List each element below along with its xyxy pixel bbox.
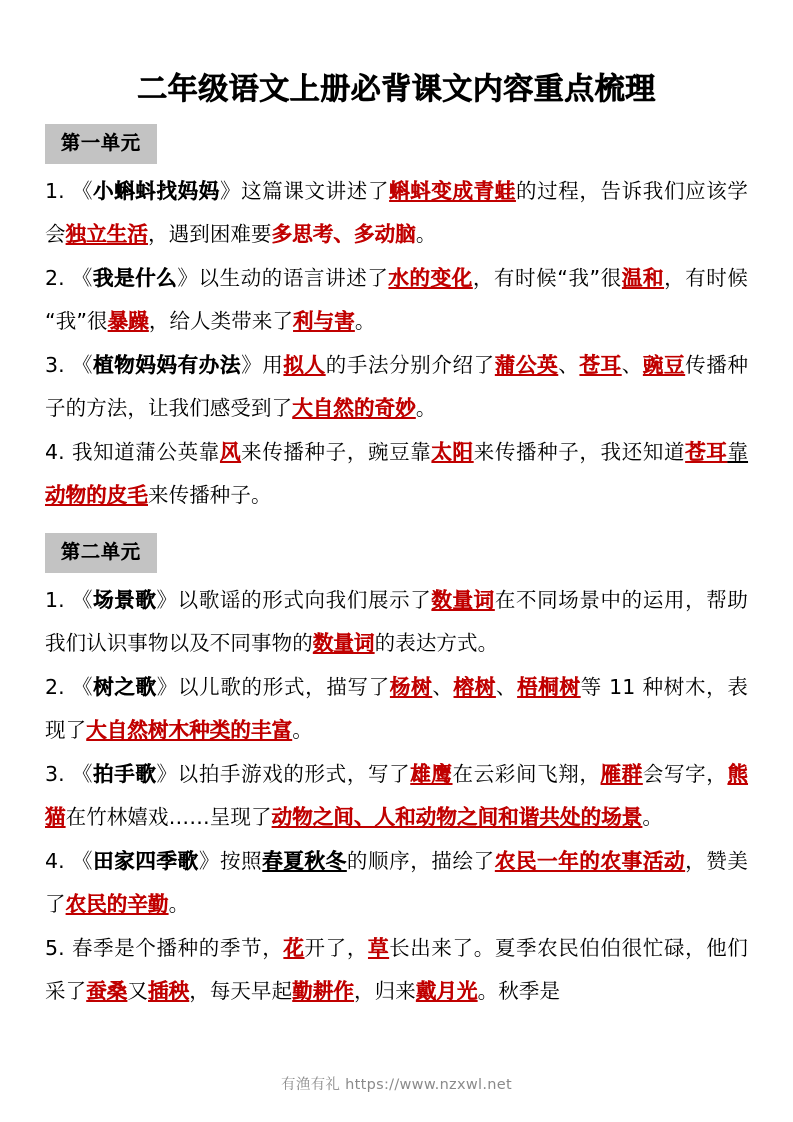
text-run: 》以儿歌的形式，描写了 [156, 675, 390, 699]
title-run: 我是什么 [93, 266, 178, 290]
text-run: ，有时候“我”很 [472, 266, 622, 290]
highlight-run: 杨树 [389, 675, 433, 699]
text-run: 《 [71, 849, 94, 873]
text-run: 《 [71, 353, 94, 377]
text-run: 又 [127, 979, 149, 1003]
item-number: 1. [45, 588, 65, 612]
highlight-run: 独立生活 [65, 222, 149, 246]
highlight-run: 戴月光 [415, 979, 478, 1003]
highlight-run: 多思考、多动脑 [271, 222, 416, 246]
text-run: 、 [432, 675, 454, 699]
item-number: 3. [45, 353, 65, 377]
text-run: 《 [71, 179, 94, 203]
content-item [45, 170, 748, 256]
item-number: 2. [45, 266, 65, 290]
text-run: 会写字， [642, 762, 728, 786]
unit-heading-badge: 第一单元 [45, 124, 157, 164]
text-run: 》以拍手游戏的形式，写了 [156, 762, 411, 786]
text-run: 传播种子的方法，让我们感受到了 [45, 353, 749, 420]
text-run: ，归来 [354, 979, 416, 1003]
title-run: 小蝌蚪找妈妈 [93, 179, 220, 203]
content-item [45, 840, 748, 926]
highlight-run: 水的变化 [388, 266, 473, 290]
text-run: 《 [71, 266, 93, 290]
text-run: 来传播种子，我还知道 [473, 440, 686, 464]
text-run: 的过程，告诉我们应该学会 [45, 179, 748, 246]
text-run: 《 [71, 762, 94, 786]
highlight-run: 勤耕作 [292, 979, 355, 1003]
highlight-run: 利与害 [293, 309, 355, 333]
text-run: 。 [415, 396, 437, 420]
text-run: ，有时候 “我”很 [45, 266, 748, 333]
units-container [45, 124, 748, 1013]
text-run: ，每天早起 [189, 979, 293, 1003]
text-run: 的手法分别介绍了 [325, 353, 495, 377]
text-run: 在云彩间飞翔， [452, 762, 601, 786]
highlight-run: 动物之间、人和动物之间和谐共处的场景 [271, 805, 643, 829]
item-number: 5. [45, 936, 65, 960]
content-item [45, 579, 748, 665]
item-number: 3. [45, 762, 65, 786]
text-run: 开了， [304, 936, 368, 960]
text-run: 》以歌谣的形式向我们展示了 [156, 588, 432, 612]
highlight-run: 风 [219, 440, 242, 464]
page-title: 二年级语文上册必背课文内容重点梳理 [137, 72, 656, 107]
item-number: 4. [45, 849, 65, 873]
text-run: 在竹林嬉戏……呈现了 [65, 805, 272, 829]
content-item [45, 927, 748, 1013]
unit-badge-row [45, 533, 748, 573]
text-run: 。 [292, 718, 313, 742]
highlight-run: 数量词 [431, 588, 495, 612]
highlight-run: 梧桐树 [517, 675, 581, 699]
highlight-run: 草 [367, 936, 390, 960]
highlight-run: 暴躁 [107, 309, 149, 333]
text-run: 的顺序，描绘了 [346, 849, 495, 873]
title-run: 场景歌 [93, 588, 157, 612]
highlight-run: 农民一年的农事活动 [494, 849, 686, 873]
unit-badge-row [45, 124, 748, 164]
highlight-run: 动物的皮毛 [45, 483, 148, 507]
text-run: 、 [495, 675, 518, 699]
text-run: 。 [354, 309, 376, 333]
text-run: 、 [621, 353, 643, 377]
highlight-run: 大自然的奇妙 [292, 396, 416, 420]
highlight-run: 太阳 [431, 440, 474, 464]
title-run: 田家四季歌 [93, 849, 199, 873]
text-run: 。 [642, 805, 664, 829]
highlight-run: 拟人 [283, 353, 326, 377]
content-item [45, 753, 748, 839]
text-run: ，赞美了 [45, 849, 749, 916]
text-run: 》这篇课文讲述了 [219, 179, 390, 203]
title-run: 植物妈妈有办法 [93, 353, 242, 377]
highlight-run: 插秧 [148, 979, 190, 1003]
content-item [45, 344, 748, 430]
text-run: 、 [558, 353, 580, 377]
text-run: 的表达方式。 [374, 631, 499, 655]
content-item [45, 257, 748, 343]
content-item [45, 431, 748, 517]
text-run: 》按照 [198, 849, 263, 873]
item-number: 4. [45, 440, 65, 464]
text-run: 《 [71, 675, 94, 699]
item-number: 1. [45, 179, 65, 203]
highlight-run: 豌豆 [642, 353, 686, 377]
highlight-run: 大自然树木种类的丰富 [86, 718, 293, 742]
text-run: 》以生动的语言讲述了 [177, 266, 389, 290]
text-run: 《 [71, 588, 94, 612]
unit-item-list [45, 170, 748, 517]
content-item [45, 666, 748, 752]
highlight-run: 熊猫 [45, 762, 749, 829]
text-run: 。 [415, 222, 437, 246]
title-run: 拍手歌 [93, 762, 157, 786]
title-run: 春夏秋冬 [262, 849, 347, 873]
text-run: 我知道蒲公英靠 [71, 440, 220, 464]
highlight-run: 农民的辛勤 [65, 892, 169, 916]
text-run: 。 [168, 892, 190, 916]
highlight-run: 数量词 [312, 631, 375, 655]
highlight-run: 苍耳 [579, 353, 622, 377]
footer-watermark: 有渔有礼 https://www.nzxwl.net [281, 1077, 512, 1093]
text-run: 》用 [241, 353, 284, 377]
text-run: 长出来了。夏季农民伯伯很忙碌，他们采了 [45, 936, 749, 1003]
unit-heading-badge: 第二单元 [45, 533, 157, 573]
text-run: 等 11 种树木，表现了 [45, 675, 748, 742]
highlight-run: 雄鹰 [410, 762, 453, 786]
text-run: ，给人类带来了 [148, 309, 294, 333]
highlight-run: 苍耳 [685, 440, 728, 464]
highlight-run: 蚕桑 [86, 979, 128, 1003]
highlight-run: 雁群 [600, 762, 643, 786]
highlight-run: 蝌蚪变成青蛙 [389, 179, 516, 203]
title-run: 树之歌 [93, 675, 157, 699]
highlight-run: 花 [283, 936, 305, 960]
text-run: 来传播种子。 [148, 483, 272, 507]
item-number: 2. [45, 675, 65, 699]
text-run: 在不同场景中的运用，帮助我们认识事物以及不同事物的 [45, 588, 748, 655]
text-run: 来传播种子，豌豆靠 [241, 440, 432, 464]
text-run: ，遇到困难要 [148, 222, 272, 246]
highlight-run: 榕树 [453, 675, 496, 699]
highlight-run: 温和 [621, 266, 665, 290]
highlight-run: 靠 [727, 440, 749, 464]
text-run: 。秋季是 [477, 979, 561, 1003]
unit-item-list [45, 579, 748, 1013]
highlight-run: 蒲公英 [494, 353, 559, 377]
text-run: 春季是个播种的季节， [71, 936, 284, 960]
